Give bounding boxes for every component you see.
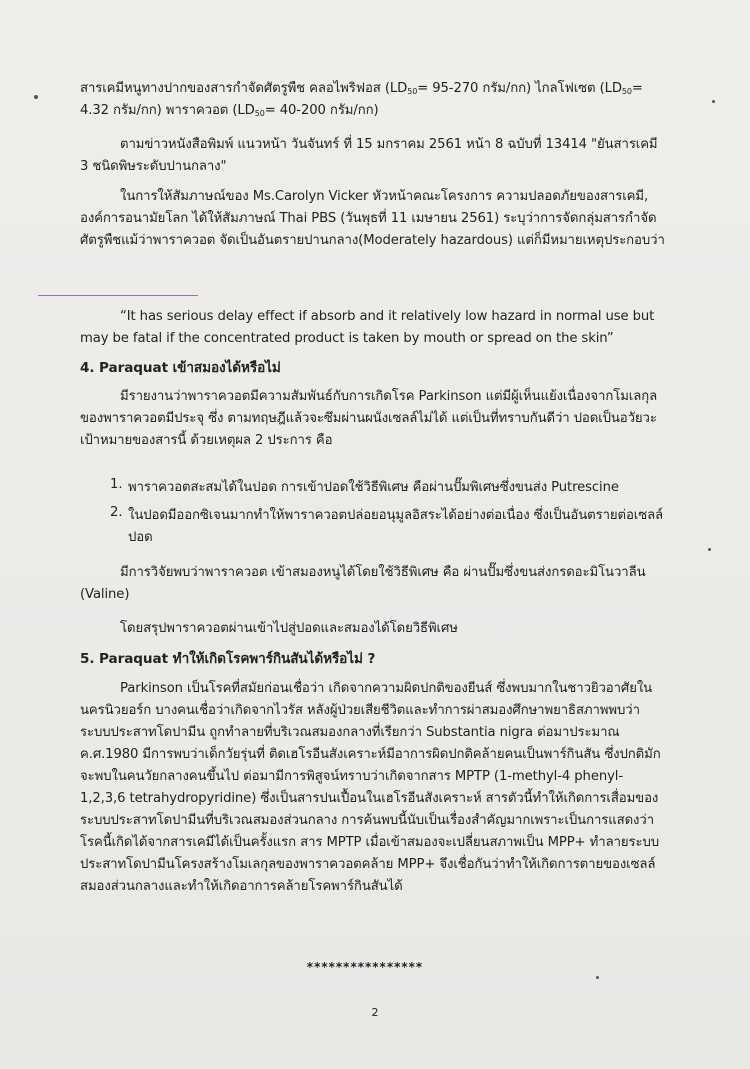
subscript: 50 [254, 109, 265, 118]
scan-speck [708, 548, 711, 551]
paragraph-valine: มีการวิจัยพบว่าพาราควอต เข้าสมองหนูได้โดยใช้วิธีพิเศษ คือ ผ่านปั๊มซึ่งขนส่งกรดอะมิโนวาลีน (Valine) [80, 565, 646, 602]
subscript: 50 [621, 87, 632, 96]
scan-speck [712, 100, 715, 103]
heading-section-4: 4. Paraquat เข้าสมองได้หรือไม่ [80, 360, 281, 376]
list-number-2: 2. [110, 505, 123, 520]
paragraph-interview: ในการให้สัมภาษณ์ของ Ms.Carolyn Vicker หัวหน้าคณะโครงการ ความปลอดภัยของสารเคมี, องค์การอนามัยโลก ได้ให้สัมภาษณ์ Thai PBS (วันพุธที่ 11 เมษายน 2561) ระบุว่าการจัดกลุ่มสารกำจัดศัตรูพืชแม้ว่าพาราควอต จัดเป็นอันตรายปานกลาง(Moderately hazardous) แต่ก็มีหมายเหตุประกอบว่า [80, 189, 665, 248]
paragraph-ld50 [80, 78, 665, 122]
list-item-1: พาราควอตสะสมได้ในปอด การเข้าปอดใช้วิธีพิเศษ คือผ่านปั๊มพิเศษซึ่งขนส่ง Putrescine [128, 480, 619, 495]
text-run: = 4.32 กรัม/กก) พาราควอต (LD [80, 81, 643, 118]
page-number: 2 [371, 1006, 379, 1019]
heading-section-5: 5. Paraquat ทำให้เกิดโรคพาร์กินสันได้หรือไม่ ? [80, 651, 376, 667]
end-separator: **************** [306, 960, 424, 974]
list-item-2: ในปอดมีออกซิเจนมากทำให้พาราควอตปล่อยอนุมูลอิสระได้อย่างต่อเนื่อง ซึ่งเป็นอันตรายต่อเซลล์ปอด [128, 508, 664, 545]
paragraph-parkinson-history: Parkinson เป็นโรคที่สมัยก่อนเชื่อว่า เกิดจากความผิดปกติของยีนส์ ซึ่งพบมากในชาวยิวอาศัยในนครนิวยอร์ก บางคนเชื่อว่าเกิดจากไวรัส หลังผู้ป่วยเสียชีวิตและทำการผ่าสมองศึกษาพยาธิสภาพพบว่าระบบประสาทโดปามีน ถูกทำลายที่บริเวณสมองกลางที่เรียกว่า Substantia nigra ต่อมาประมาณ ค.ศ.1980 มีการพบว่าเด็กวัยรุ่นที่ ติดเฮโรอีนสังเคราะห์มีอาการผิดปกติคล้ายคนเป็นพาร์กินสัน ซึ่งปกติมักจะพบในคนวัยกลางคนขึ้นไป ต่อมามีการพิสูจน์ทราบว่าเกิดจากสาร MPTP (1-methyl-4 phenyl-1,2,3,6 tetrahydropyridine) ซึ่งเป็นสารปนเปื้อนในเฮโรอีนสังเคราะห์ สารตัวนี้ทำให้เกิดการเสื่อมของระบบประสาทโดปามีนที่บริเวณสมองส่วนกลาง การค้นพบนี้นับเป็นเรื่องสำคัญมากเพราะเป็นการแสดงว่าโรคนี้เกิดได้จากสารเคมีได้เป็นครั้งแรก สาร MPTP เมื่อเข้าสมองจะเปลี่ยนสภาพเป็น MPP+ ทำลายระบบประสาทโดปามีนโครงสร้างโมเลกุลของพาราควอตคล้าย MPP+ จึงเชื่อกันว่าทำให้เกิดการตายของเซลล์สมองส่วนกลางและทำให้เกิดอาการคล้ายโรคพาร์กินสันได้ [80, 681, 661, 894]
paragraph-parkinson-relation: มีรายงานว่าพาราควอตมีความสัมพันธ์กับการเกิดโรค Parkinson แต่มีผู้เห็นแย้งเนื่องจากโมเลกุลของพาราควอตมีประจุ ซึ่ง ตามทฤษฎีแล้วจะซึมผ่านผนังเซลล์ไม่ได้ แต่เป็นที่ทราบกันดีว่า ปอดเป็นอวัยวะเป้าหมายของสารนี้ ด้วยเหตุผล 2 ประการ คือ [80, 389, 658, 448]
paragraph-newspaper: ตามข่าวหนังสือพิมพ์ แนวหน้า วันจันทร์ ที่ 15 มกราคม 2561 หน้า 8 ฉบับที่ 13414 "ยันสารเคมี 3 ชนิดพิษระดับปานกลาง" [80, 137, 658, 174]
text-run: = 40-200 กรัม/กก) [264, 103, 379, 118]
paragraph-summary: โดยสรุปพาราควอตผ่านเข้าไปสู่ปอดและสมองได้โดยวิธีพิเศษ [120, 621, 458, 636]
list-number-1: 1. [110, 477, 123, 492]
scan-speck [596, 976, 599, 979]
pen-underline-mark [38, 295, 198, 296]
text-run: = 95-270 กรัม/กก) ไกลโฟเซต (LD [417, 81, 622, 96]
scan-speck [34, 95, 38, 99]
text-run: สารเคมีหนูทางปากของสารกำจัดศัตรูพืช คลอไพริฟอส (LD [80, 81, 408, 96]
paragraph-quote: “It has serious delay effect if absorb and it relatively low hazard in normal use but may be fatal if the concentrated product is taken by mouth or spread on the skin” [80, 309, 655, 346]
subscript: 50 [407, 87, 418, 96]
